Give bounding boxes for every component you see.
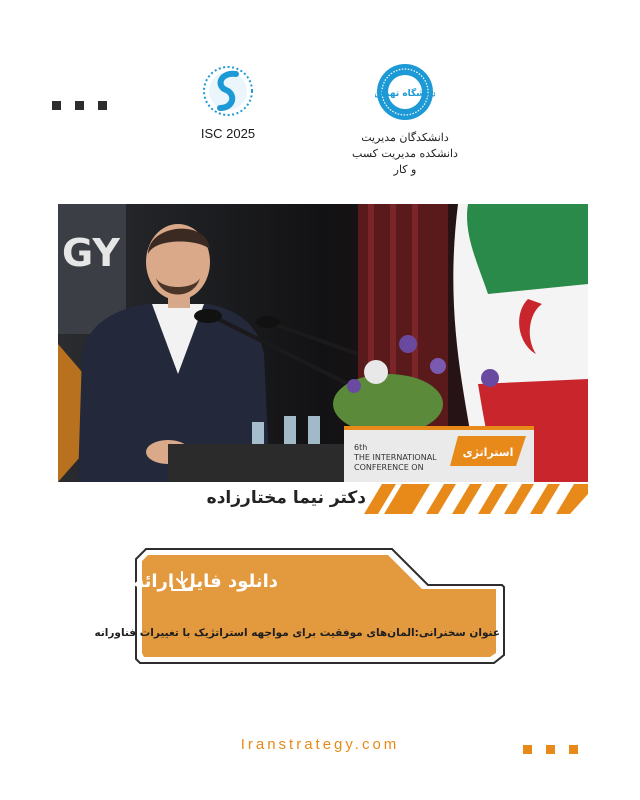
podium-text-2: THE INTERNATIONAL: [354, 453, 437, 462]
download-icon[interactable]: [168, 569, 196, 595]
university-of-tehran-seal-icon: [375, 62, 435, 122]
top-dots-decoration: [52, 101, 107, 110]
speaker-photo: [58, 204, 588, 482]
isc-2025-logo: [198, 62, 258, 141]
speaker-name-bar: [58, 482, 588, 522]
university-logo: [350, 62, 460, 178]
dot: [52, 101, 61, 110]
dot: [546, 745, 555, 754]
screen-text: GY: [62, 231, 120, 275]
isc-logo-label: ISC 2025: [200, 126, 256, 141]
download-card-title[interactable]: دانلود فایل ارائه: [133, 571, 278, 592]
download-card[interactable]: [94, 547, 506, 665]
isc-s-logo-icon: [202, 62, 254, 120]
dot: [75, 101, 84, 110]
podium-text-1: 6th: [354, 443, 368, 452]
podium-text-3: CONFERENCE ON: [354, 463, 424, 472]
website-link[interactable]: Iranstrategy.com: [240, 736, 400, 753]
presentation-title: عنوان سخنرانی:المان‌های موفقیت برای مواجهه استراتژیک با تغییرات فناورانه: [94, 627, 500, 639]
speaker-name: دکتر نیما مختارزاده: [206, 488, 366, 508]
ut-logo-line1: دانشکدگان مدیریت: [361, 131, 449, 144]
speaker-at-podium-photo: [58, 204, 588, 482]
dot: [523, 745, 532, 754]
ut-logo-line2: دانشکده مدیریت کسب و کار: [352, 147, 458, 176]
seal-text: دانشگاه تهران: [375, 89, 435, 99]
dot: [569, 745, 578, 754]
bottom-dots-decoration: [523, 745, 578, 754]
dot: [98, 101, 107, 110]
podium-logo-text: استراتژی: [462, 446, 514, 459]
